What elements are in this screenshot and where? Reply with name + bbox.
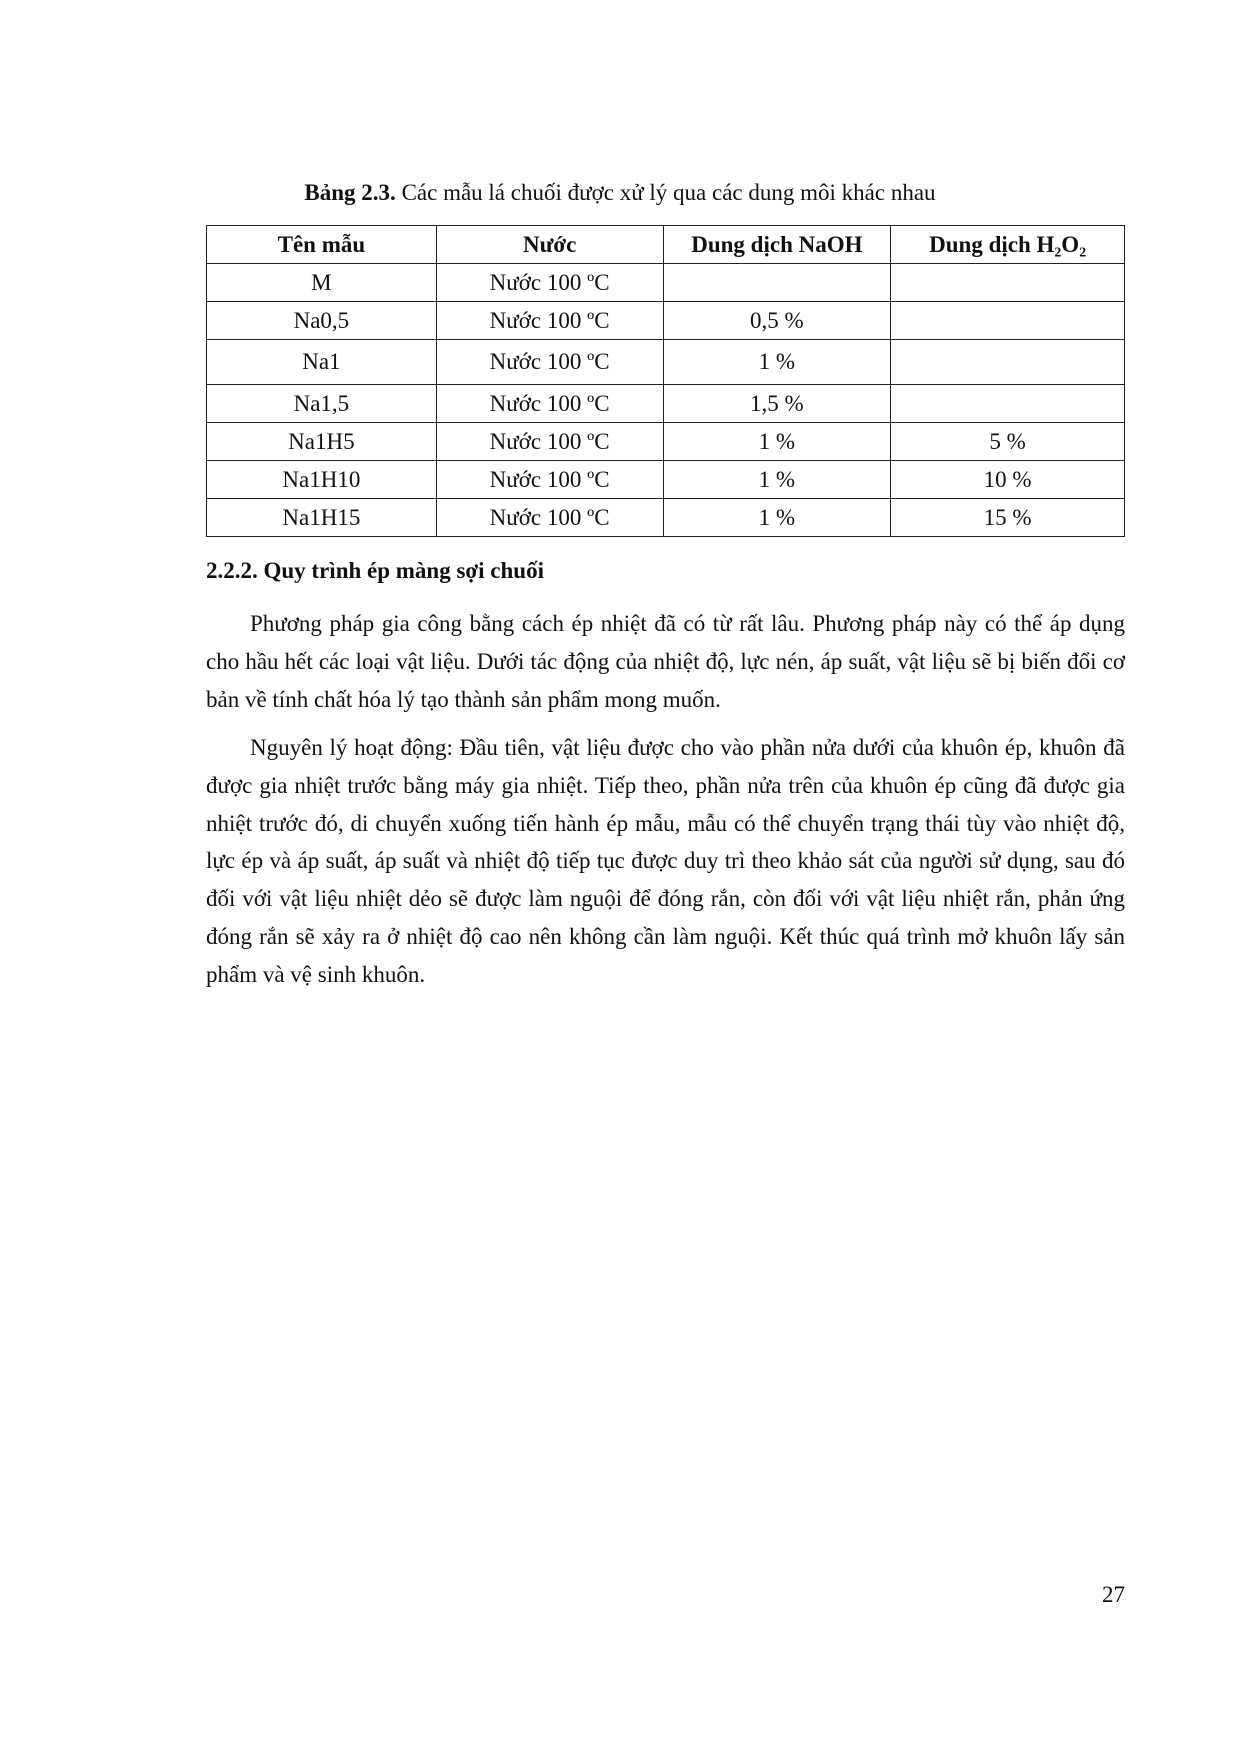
column-header: Tên mẫu (207, 226, 437, 264)
table-cell: 1 % (663, 499, 891, 537)
table-caption (0, 178, 1240, 208)
table-cell: Nước 100 ºC (436, 340, 663, 385)
table-row (207, 385, 1125, 423)
page-number: 27 (1102, 1582, 1125, 1607)
table-cell: 1 % (663, 423, 891, 461)
table-row (207, 302, 1125, 340)
table-cell (891, 264, 1125, 302)
table-cell: Nước 100 ºC (436, 385, 663, 423)
table-header-row (207, 226, 1125, 264)
table-cell: 15 % (891, 499, 1125, 537)
table-row (207, 499, 1125, 537)
table-cell: Nước 100 ºC (436, 423, 663, 461)
table-cell: Nước 100 ºC (436, 499, 663, 537)
table-cell: Nước 100 ºC (436, 264, 663, 302)
table-cell: 10 % (891, 461, 1125, 499)
body-paragraph: Phương pháp gia công bằng cách ép nhiệt đã có từ rất lâu. Phương pháp này có thể áp dụng cho hầu hết các loại vật liệu. Dưới tác động của nhiệt độ, lực nén, áp suất, vật liệu sẽ bị biến đổi cơ bản về tính chất hóa lý tạo thành sản phẩm mong muốn. (206, 611, 1125, 712)
table-cell: Na0,5 (207, 302, 437, 340)
table-cell: Na1,5 (207, 385, 437, 423)
table-row (207, 423, 1125, 461)
table-cell: Na1H15 (207, 499, 437, 537)
column-header: Dung dịch H₂O₂ (891, 226, 1125, 264)
column-header: Nước (436, 226, 663, 264)
table-cell (663, 264, 891, 302)
table-cell: Na1H5 (207, 423, 437, 461)
section-heading: 2.2.2. Quy trình ép màng sợi chuối (206, 558, 544, 583)
table-caption-text: Các mẫu lá chuối được xử lý qua các dung môi khác nhau (395, 180, 936, 205)
table-cell: 1,5 % (663, 385, 891, 423)
table-cell (891, 340, 1125, 385)
table-cell: 5 % (891, 423, 1125, 461)
table-cell: 1 % (663, 461, 891, 499)
table-cell: Na1H10 (207, 461, 437, 499)
table-caption-label: Bảng 2.3. (304, 180, 396, 205)
table-cell: 0,5 % (663, 302, 891, 340)
table-cell: Nước 100 ºC (436, 461, 663, 499)
body-paragraph: Nguyên lý hoạt động: Đầu tiên, vật liệu được cho vào phần nửa dưới của khuôn ép, khuôn đã được gia nhiệt trước bằng máy gia nhiệt. Tiếp theo, phần nửa trên của khuôn ép cũng đã được gia nhiệt trước đó, di chuyển xuống tiến hành ép mẫu, mẫu có thể chuyển trạng thái tùy vào nhiệt độ, lực ép và áp suất, áp suất và nhiệt độ tiếp tục được duy trì theo khảo sát của người sử dụng, sau đó đối với vật liệu nhiệt dẻo sẽ được làm nguội để đóng rắn, còn đối với vật liệu nhiệt rắn, phản ứng đóng rắn sẽ xảy ra ở nhiệt độ cao nên không cần làm nguội. Kết thúc quá trình mở khuôn lấy sản phẩm và vệ sinh khuôn. (206, 735, 1125, 987)
table-cell (891, 385, 1125, 423)
samples-table (206, 225, 1125, 537)
table-row (207, 264, 1125, 302)
table-cell: 1 % (663, 340, 891, 385)
table-cell: Nước 100 ºC (436, 302, 663, 340)
table-row (207, 340, 1125, 385)
table-cell (891, 302, 1125, 340)
column-header: Dung dịch NaOH (663, 226, 891, 264)
table-cell: M (207, 264, 437, 302)
table-row (207, 461, 1125, 499)
table-cell: Na1 (207, 340, 437, 385)
